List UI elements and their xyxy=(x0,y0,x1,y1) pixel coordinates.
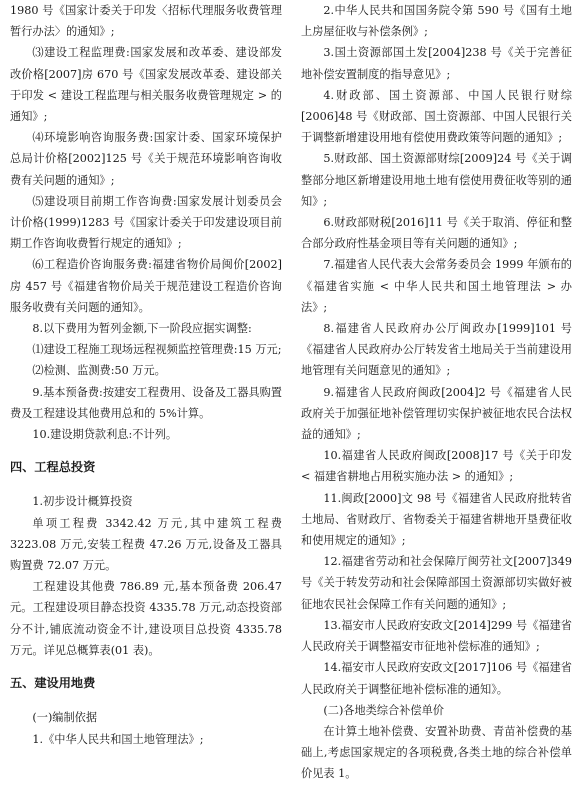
subsection-title: 1.初步设计概算投资 xyxy=(32,495,133,509)
paragraph: 11.闽政[2000]文 98 号《福建省人民政府批转省土地局、省财政厅、省物委关于福建省耕地开垦费征收和使用规定的通知》; xyxy=(301,491,572,548)
section-heading: 四、工程总投资 xyxy=(10,460,96,475)
paragraph: 8.福建省人民政府办公厅闽政办[1999]101 号《福建省人民政府办公厅转发省土地局关于当前建设用地管理有关问题意见的通知》; xyxy=(301,322,572,378)
paragraph: 10.福建省人民政府闽政[2008]17 号《关于印发 < 福建省耕地占用税实施办法 > 的通知》; xyxy=(301,449,572,484)
paragraph: 9.福建省人民政府闽政[2004]2 号《福建省人民政府关于加强征地补偿管理切实保护被征地农民合法权益的通知》; xyxy=(301,385,572,442)
paragraph: 1980 号《国家计委关于印发〈招标代理服务收费管理暂行办法〉的通知》; xyxy=(10,4,282,39)
paragraph: ⑴建设工程施工现场远程视频监控管理费:15 万元; xyxy=(32,343,282,357)
subsection-title: (一)编制依据 xyxy=(32,711,98,725)
paragraph: 14.福安市人民政府安政文[2017]106 号《福建省人民政府关于调整征地补偿标准的通知》。 xyxy=(301,661,572,696)
paragraph: ⑹工程造价咨询服务费:福建省物价局闽价[2002]房 457 号《福建省物价局关于规范建设工程造价咨询服务收费有关问题的通知》。 xyxy=(10,258,282,314)
paragraph: 单项工程费 3342.42 万元,其中建筑工程费 3223.08 万元,安装工程费 47.26 万元,设备及工器具购置费 72.07 万元。 xyxy=(10,516,282,573)
paragraph: ⑷环境影响咨询服务费:国家计委、国家环境保护总局计价格[2002]125 号《关于规范环境影响咨询收费有关问题的通知》; xyxy=(10,131,282,187)
paragraph: 3.国土资源部国土发[2004]238 号《关于完善征地补偿安置制度的指导意见》; xyxy=(301,46,572,81)
paragraph: 在计算土地补偿费、安置补助费、青苗补偿费的基础上,考虑国家规定的各项税费,各类土地的综合补偿单价见表 1。 xyxy=(301,724,572,781)
paragraph: 4.财政部、国土资源部、中国人民银行财综[2006]48 号《财政部、国土资源部、中国人民银行关于调整新增建设用地有偿使用费政策等问题的通知》; xyxy=(301,88,572,145)
paragraph: 8.以下费用为暂列金额,下一阶段应据实调整: xyxy=(32,322,252,336)
right-column xyxy=(301,0,572,785)
paragraph: ⑶建设工程监理费:国家发展和改革委、建设部发改价格[2007]房 670 号《国家发展改革委、建设部关于印发 < 建设工程监理与相关服务收费管理规定 > 的通知》; xyxy=(10,46,282,124)
left-column xyxy=(10,0,282,750)
section-heading: 五、建设用地费 xyxy=(10,676,96,691)
paragraph: 10.建设期贷款利息:不计列。 xyxy=(32,428,178,442)
paragraph: 6.财政部财税[2016]11 号《关于取消、停征和整合部分政府性基金项目等有关问题的通知》; xyxy=(301,216,572,251)
paragraph: 工程建设其他费 786.89 元,基本预备费 206.47 元。工程建设项目静态投资 4335.78 万元,动态投资部分不计,铺底流动资金不计,建设项目总投资 4335.78 万元。详见总概算表(01 表)。 xyxy=(10,580,282,657)
paragraph: 13.福安市人民政府安政文[2014]299 号《福建省人民政府关于调整福安市征地补偿标准的通知》; xyxy=(301,618,572,654)
paragraph: 7.福建省人民代表大会常务委员会 1999 年颁布的《福建省实施 < 中华人民共和国土地管理法 > 办法》; xyxy=(301,258,572,314)
paragraph: 12.福建省劳动和社会保障厅闽劳社文[2007]349 号《关于转发劳动和社会保障部国土资源部切实做好被征地农民社会保障工作有关问题的通知》; xyxy=(301,555,572,611)
paragraph: 9.基本预备费:按建安工程费用、设备及工器具购置费及工程建设其他费用总和的 5%计算。 xyxy=(10,385,282,420)
paragraph: 5.财政部、国土资源部财综[2009]24 号《关于调整部分地区新增建设用地土地有偿使用费征收等别的通知》; xyxy=(301,152,572,208)
paragraph: ⑸建设项目前期工作咨询费:国家发展计划委员会计价格(1999)1283 号《国家计委关于印发建设项目前期工作咨询收费暂行规定的通知》; xyxy=(10,194,282,251)
subsection-title: (二)各地类综合补偿单价 xyxy=(323,703,444,717)
paragraph: 1.《中华人民共和国土地管理法》; xyxy=(32,732,204,746)
paragraph: 2.中华人民共和国国务院令第 590 号《国有土地上房屋征收与补偿条例》; xyxy=(301,4,572,39)
paragraph: ⑵检测、监测费:50 万元。 xyxy=(32,364,166,378)
